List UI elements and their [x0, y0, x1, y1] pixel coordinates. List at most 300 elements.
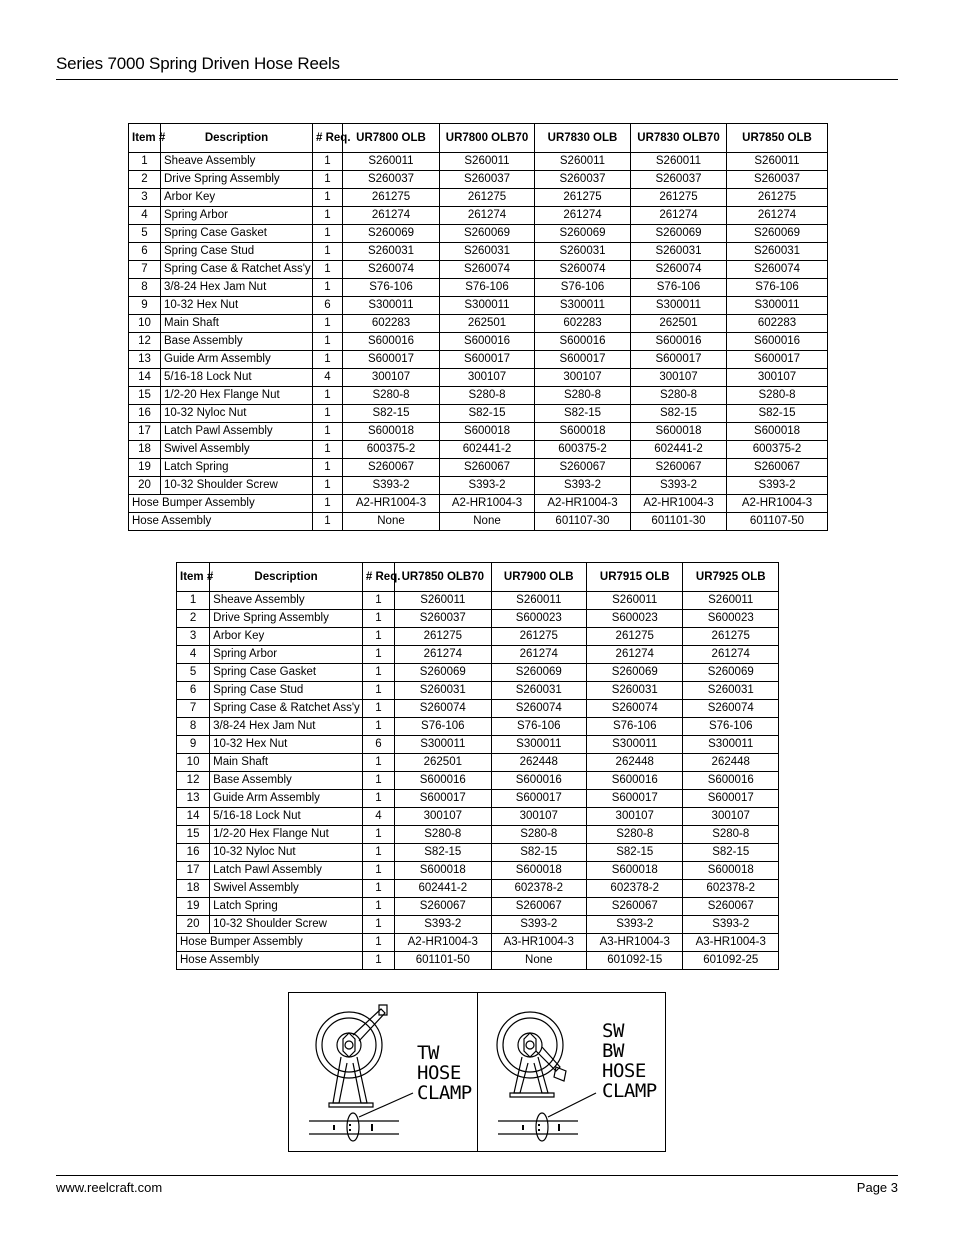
- part-number-cell: 602441-2: [631, 441, 727, 459]
- part-number-cell: S393-2: [587, 916, 683, 934]
- description-cell: Swivel Assembly: [210, 880, 363, 898]
- part-number-cell: S260011: [491, 592, 586, 610]
- quantity-cell: 1: [362, 682, 394, 700]
- part-number-cell: S260074: [440, 261, 535, 279]
- part-number-cell: S260031: [491, 682, 586, 700]
- item-number-cell: 3: [129, 189, 161, 207]
- part-number-cell: 262501: [395, 754, 491, 772]
- item-number-cell: 16: [129, 405, 161, 423]
- item-number-cell: 10: [129, 315, 161, 333]
- part-number-cell: S600017: [343, 351, 440, 369]
- model-header: UR7850 OLB70: [395, 563, 491, 592]
- item-number-cell: 19: [129, 459, 161, 477]
- description-cell: Spring Case & Ratchet Ass'y: [161, 261, 313, 279]
- part-number-cell: S260037: [727, 171, 828, 189]
- quantity-cell: 1: [313, 423, 343, 441]
- part-number-cell: 300107: [491, 808, 586, 826]
- item-number-cell: 4: [129, 207, 161, 225]
- item-number-cell: 16: [177, 844, 210, 862]
- quantity-cell: 1: [313, 459, 343, 477]
- part-number-cell: S600018: [727, 423, 828, 441]
- part-number-cell: 300107: [587, 808, 683, 826]
- part-number-cell: 601107-30: [535, 513, 631, 531]
- description-cell: 10-32 Shoulder Screw: [161, 477, 313, 495]
- model-header: UR7925 OLB: [683, 563, 779, 592]
- part-number-cell: S260067: [395, 898, 491, 916]
- quantity-cell: 1: [362, 646, 394, 664]
- part-number-cell: S260011: [727, 153, 828, 171]
- part-number-cell: None: [440, 513, 535, 531]
- model-header: UR7915 OLB: [587, 563, 683, 592]
- item-number-cell: 9: [177, 736, 210, 754]
- table-row: [129, 225, 828, 243]
- part-number-cell: S260037: [395, 610, 491, 628]
- part-number-cell: S260037: [343, 171, 440, 189]
- item-number-cell: 8: [129, 279, 161, 297]
- item-number-cell: 6: [177, 682, 210, 700]
- description-cell: Hose Assembly: [129, 513, 313, 531]
- quantity-cell: 1: [362, 898, 394, 916]
- part-number-cell: S300011: [440, 297, 535, 315]
- quantity-cell: 1: [313, 207, 343, 225]
- item-number-cell: 20: [177, 916, 210, 934]
- part-number-cell: 300107: [631, 369, 727, 387]
- part-number-cell: S600016: [395, 772, 491, 790]
- table-row: [129, 261, 828, 279]
- table-header-row: [177, 563, 779, 592]
- part-number-cell: S393-2: [631, 477, 727, 495]
- description-cell: 3/8-24 Hex Jam Nut: [210, 718, 363, 736]
- table-row: [129, 423, 828, 441]
- part-number-cell: S260069: [727, 225, 828, 243]
- part-number-cell: S600017: [587, 790, 683, 808]
- part-number-cell: S280-8: [343, 387, 440, 405]
- item-number-cell: 3: [177, 628, 210, 646]
- quantity-cell: 1: [313, 513, 343, 531]
- item-number-cell: 14: [177, 808, 210, 826]
- table-row: [129, 513, 828, 531]
- part-number-cell: S280-8: [631, 387, 727, 405]
- item-number-cell: 1: [177, 592, 210, 610]
- item-number-cell: 20: [129, 477, 161, 495]
- table-row: [177, 898, 779, 916]
- part-number-cell: S76-106: [343, 279, 440, 297]
- description-cell: Spring Arbor: [210, 646, 363, 664]
- quantity-cell: 1: [313, 153, 343, 171]
- table-row: [177, 718, 779, 736]
- item-number-cell: 4: [177, 646, 210, 664]
- tw-hose-clamp-panel: [289, 993, 477, 1151]
- part-number-cell: A2-HR1004-3: [535, 495, 631, 513]
- part-number-cell: S260067: [343, 459, 440, 477]
- table-row: [177, 664, 779, 682]
- part-number-cell: S82-15: [343, 405, 440, 423]
- item-number-cell: 1: [129, 153, 161, 171]
- quantity-cell: 1: [313, 351, 343, 369]
- part-number-cell: 300107: [727, 369, 828, 387]
- part-number-cell: S600016: [631, 333, 727, 351]
- parts-table-2: [176, 562, 779, 970]
- model-header: UR7800 OLB: [343, 124, 440, 153]
- part-number-cell: S600016: [727, 333, 828, 351]
- part-number-cell: S300011: [491, 736, 586, 754]
- table-row: [177, 592, 779, 610]
- part-number-cell: A2-HR1004-3: [395, 934, 491, 952]
- part-number-cell: 300107: [440, 369, 535, 387]
- part-number-cell: S600016: [587, 772, 683, 790]
- item-number-cell: 14: [129, 369, 161, 387]
- part-number-cell: 601101-50: [395, 952, 491, 970]
- table-row: [177, 826, 779, 844]
- description-cell: Spring Case Stud: [161, 243, 313, 261]
- part-number-cell: A2-HR1004-3: [631, 495, 727, 513]
- part-number-cell: S600016: [491, 772, 586, 790]
- part-number-cell: S600017: [440, 351, 535, 369]
- description-cell: Spring Case Stud: [210, 682, 363, 700]
- description-cell: Main Shaft: [161, 315, 313, 333]
- part-number-cell: S260067: [587, 898, 683, 916]
- description-header: Description: [161, 124, 313, 153]
- part-number-cell: S260074: [587, 700, 683, 718]
- part-number-cell: S393-2: [395, 916, 491, 934]
- quantity-cell: 1: [362, 700, 394, 718]
- quantity-cell: 1: [362, 754, 394, 772]
- table-row: [129, 189, 828, 207]
- table-row: [177, 754, 779, 772]
- part-number-cell: 602283: [343, 315, 440, 333]
- quantity-cell: 1: [362, 862, 394, 880]
- part-number-cell: 261274: [631, 207, 727, 225]
- quantity-cell: 1: [313, 495, 343, 513]
- table-row: [177, 916, 779, 934]
- quantity-cell: 1: [313, 243, 343, 261]
- part-number-cell: 261275: [587, 628, 683, 646]
- part-number-cell: 261275: [683, 628, 779, 646]
- table-row: [177, 772, 779, 790]
- part-number-cell: S600018: [395, 862, 491, 880]
- part-number-cell: 602441-2: [440, 441, 535, 459]
- model-header: UR7850 OLB: [727, 124, 828, 153]
- description-cell: Latch Spring: [210, 898, 363, 916]
- table-row: [177, 610, 779, 628]
- quantity-cell: 1: [313, 261, 343, 279]
- part-number-cell: S260069: [631, 225, 727, 243]
- description-header: Description: [210, 563, 363, 592]
- part-number-cell: S82-15: [535, 405, 631, 423]
- item-number-cell: 13: [177, 790, 210, 808]
- part-number-cell: S260011: [395, 592, 491, 610]
- part-number-cell: A3-HR1004-3: [491, 934, 586, 952]
- part-number-cell: 261275: [343, 189, 440, 207]
- item-number-cell: 2: [177, 610, 210, 628]
- part-number-cell: S76-106: [440, 279, 535, 297]
- part-number-cell: S260011: [535, 153, 631, 171]
- item-number-cell: 5: [129, 225, 161, 243]
- quantity-cell: 6: [362, 736, 394, 754]
- quantity-cell: 4: [313, 369, 343, 387]
- table-row: [177, 808, 779, 826]
- description-cell: Guide Arm Assembly: [161, 351, 313, 369]
- part-number-cell: None: [343, 513, 440, 531]
- description-cell: Latch Pawl Assembly: [210, 862, 363, 880]
- part-number-cell: A3-HR1004-3: [587, 934, 683, 952]
- table-row: [129, 495, 828, 513]
- quantity-cell: 1: [313, 315, 343, 333]
- table-row: [129, 171, 828, 189]
- description-cell: Latch Pawl Assembly: [161, 423, 313, 441]
- part-number-cell: S600017: [491, 790, 586, 808]
- req-header: # Req.: [313, 124, 343, 153]
- part-number-cell: 261274: [440, 207, 535, 225]
- part-number-cell: S260074: [343, 261, 440, 279]
- part-number-cell: S393-2: [727, 477, 828, 495]
- item-number-cell: 13: [129, 351, 161, 369]
- page-title: Series 7000 Spring Driven Hose Reels: [56, 54, 340, 73]
- description-cell: Spring Arbor: [161, 207, 313, 225]
- part-number-cell: S600017: [535, 351, 631, 369]
- model-header: UR7830 OLB: [535, 124, 631, 153]
- part-number-cell: 602378-2: [683, 880, 779, 898]
- quantity-cell: 1: [313, 189, 343, 207]
- part-number-cell: S393-2: [683, 916, 779, 934]
- part-number-cell: S76-106: [395, 718, 491, 736]
- part-number-cell: S300011: [631, 297, 727, 315]
- part-number-cell: S82-15: [491, 844, 586, 862]
- part-number-cell: S76-106: [491, 718, 586, 736]
- part-number-cell: S300011: [727, 297, 828, 315]
- part-number-cell: S280-8: [491, 826, 586, 844]
- description-cell: Spring Case Gasket: [210, 664, 363, 682]
- item-header: Item #: [177, 563, 210, 592]
- part-number-cell: 601101-30: [631, 513, 727, 531]
- part-number-cell: S260074: [395, 700, 491, 718]
- part-number-cell: S260037: [535, 171, 631, 189]
- item-number-cell: 17: [129, 423, 161, 441]
- part-number-cell: S280-8: [440, 387, 535, 405]
- part-number-cell: 300107: [683, 808, 779, 826]
- quantity-cell: 1: [362, 664, 394, 682]
- tw-hose-clamp-label: TW HOSE CLAMP: [417, 1042, 472, 1104]
- table-header-row: [129, 124, 828, 153]
- item-number-cell: 5: [177, 664, 210, 682]
- part-number-cell: S260069: [491, 664, 586, 682]
- table-row: [129, 351, 828, 369]
- description-cell: Drive Spring Assembly: [161, 171, 313, 189]
- hose-clamp-figure: [288, 992, 666, 1152]
- item-number-cell: 12: [177, 772, 210, 790]
- quantity-cell: 1: [313, 279, 343, 297]
- part-number-cell: A2-HR1004-3: [440, 495, 535, 513]
- part-number-cell: 600375-2: [535, 441, 631, 459]
- part-number-cell: S600016: [440, 333, 535, 351]
- part-number-cell: 262501: [631, 315, 727, 333]
- quantity-cell: 1: [313, 225, 343, 243]
- sw-bw-hose-clamp-label: SW BW HOSE CLAMP: [602, 1020, 657, 1102]
- part-number-cell: S260074: [727, 261, 828, 279]
- part-number-cell: A2-HR1004-3: [343, 495, 440, 513]
- part-number-cell: 261274: [395, 646, 491, 664]
- description-cell: 1/2-20 Hex Flange Nut: [161, 387, 313, 405]
- quantity-cell: 1: [362, 772, 394, 790]
- quantity-cell: 1: [313, 477, 343, 495]
- part-number-cell: S393-2: [440, 477, 535, 495]
- description-cell: Swivel Assembly: [161, 441, 313, 459]
- table-row: [129, 243, 828, 261]
- table-row: [129, 207, 828, 225]
- part-number-cell: S600023: [491, 610, 586, 628]
- quantity-cell: 1: [362, 880, 394, 898]
- part-number-cell: S260031: [587, 682, 683, 700]
- description-cell: 10-32 Nyloc Nut: [210, 844, 363, 862]
- part-number-cell: S600016: [683, 772, 779, 790]
- part-number-cell: S600023: [683, 610, 779, 628]
- part-number-cell: 300107: [395, 808, 491, 826]
- part-number-cell: A3-HR1004-3: [683, 934, 779, 952]
- table-row: [177, 700, 779, 718]
- part-number-cell: 601092-25: [683, 952, 779, 970]
- part-number-cell: S280-8: [727, 387, 828, 405]
- part-number-cell: S260031: [440, 243, 535, 261]
- part-number-cell: 262501: [440, 315, 535, 333]
- part-number-cell: 261274: [491, 646, 586, 664]
- part-number-cell: S600017: [395, 790, 491, 808]
- description-cell: Drive Spring Assembly: [210, 610, 363, 628]
- part-number-cell: S600017: [727, 351, 828, 369]
- item-number-cell: 19: [177, 898, 210, 916]
- part-number-cell: S260031: [343, 243, 440, 261]
- item-number-cell: 8: [177, 718, 210, 736]
- part-number-cell: S260074: [631, 261, 727, 279]
- part-number-cell: S260074: [535, 261, 631, 279]
- table-row: [129, 333, 828, 351]
- description-cell: Arbor Key: [210, 628, 363, 646]
- quantity-cell: 4: [362, 808, 394, 826]
- part-number-cell: S300011: [535, 297, 631, 315]
- req-header: # Req.: [362, 563, 394, 592]
- model-header: UR7830 OLB70: [631, 124, 727, 153]
- description-cell: 10-32 Hex Nut: [161, 297, 313, 315]
- part-number-cell: S393-2: [535, 477, 631, 495]
- item-number-cell: 18: [177, 880, 210, 898]
- table-row: [129, 387, 828, 405]
- part-number-cell: A2-HR1004-3: [727, 495, 828, 513]
- part-number-cell: S260067: [491, 898, 586, 916]
- quantity-cell: 1: [313, 441, 343, 459]
- part-number-cell: S260069: [587, 664, 683, 682]
- quantity-cell: 1: [313, 387, 343, 405]
- description-cell: Latch Spring: [161, 459, 313, 477]
- quantity-cell: 1: [362, 952, 394, 970]
- part-number-cell: 261274: [587, 646, 683, 664]
- item-number-cell: 9: [129, 297, 161, 315]
- parts-table-1: [128, 123, 828, 531]
- part-number-cell: 600375-2: [343, 441, 440, 459]
- table-row: [177, 844, 779, 862]
- table-row: [129, 297, 828, 315]
- model-header: UR7800 OLB70: [440, 124, 535, 153]
- page-number: Page 3: [856, 1180, 898, 1195]
- description-cell: Base Assembly: [210, 772, 363, 790]
- part-number-cell: 601107-50: [727, 513, 828, 531]
- table-row: [177, 862, 779, 880]
- description-cell: 10-32 Nyloc Nut: [161, 405, 313, 423]
- part-number-cell: S600018: [491, 862, 586, 880]
- description-cell: 5/16-18 Lock Nut: [161, 369, 313, 387]
- part-number-cell: 300107: [343, 369, 440, 387]
- part-number-cell: S260031: [727, 243, 828, 261]
- part-number-cell: S260037: [631, 171, 727, 189]
- part-number-cell: S600018: [683, 862, 779, 880]
- table-row: [177, 880, 779, 898]
- part-number-cell: 262448: [683, 754, 779, 772]
- part-number-cell: 261275: [535, 189, 631, 207]
- part-number-cell: S280-8: [587, 826, 683, 844]
- part-number-cell: S76-106: [631, 279, 727, 297]
- item-number-cell: 10: [177, 754, 210, 772]
- description-cell: 5/16-18 Lock Nut: [210, 808, 363, 826]
- description-cell: Hose Assembly: [177, 952, 363, 970]
- part-number-cell: 600375-2: [727, 441, 828, 459]
- part-number-cell: S260069: [343, 225, 440, 243]
- description-cell: Spring Case & Ratchet Ass'y: [210, 700, 363, 718]
- part-number-cell: S260031: [683, 682, 779, 700]
- part-number-cell: S76-106: [683, 718, 779, 736]
- part-number-cell: S600018: [343, 423, 440, 441]
- part-number-cell: S300011: [395, 736, 491, 754]
- table-row: [177, 682, 779, 700]
- part-number-cell: S600017: [683, 790, 779, 808]
- part-number-cell: S260011: [343, 153, 440, 171]
- table-row: [129, 405, 828, 423]
- description-cell: Sheave Assembly: [161, 153, 313, 171]
- part-number-cell: S280-8: [535, 387, 631, 405]
- table-row: [129, 153, 828, 171]
- item-number-cell: 6: [129, 243, 161, 261]
- quantity-cell: 1: [362, 610, 394, 628]
- part-number-cell: S393-2: [343, 477, 440, 495]
- item-header: Item #: [129, 124, 161, 153]
- part-number-cell: S260011: [631, 153, 727, 171]
- description-cell: Guide Arm Assembly: [210, 790, 363, 808]
- sw-bw-hose-clamp-panel: [478, 993, 666, 1151]
- part-number-cell: 602441-2: [395, 880, 491, 898]
- part-number-cell: S76-106: [535, 279, 631, 297]
- part-number-cell: S280-8: [395, 826, 491, 844]
- part-number-cell: S260069: [395, 664, 491, 682]
- table-row: [177, 628, 779, 646]
- part-number-cell: S260069: [440, 225, 535, 243]
- part-number-cell: S260031: [395, 682, 491, 700]
- table-row: [177, 952, 779, 970]
- part-number-cell: S600018: [535, 423, 631, 441]
- description-cell: 1/2-20 Hex Flange Nut: [210, 826, 363, 844]
- part-number-cell: 261274: [343, 207, 440, 225]
- table-row: [129, 369, 828, 387]
- quantity-cell: 1: [362, 934, 394, 952]
- item-number-cell: 7: [177, 700, 210, 718]
- part-number-cell: S600018: [631, 423, 727, 441]
- quantity-cell: 6: [313, 297, 343, 315]
- part-number-cell: 262448: [587, 754, 683, 772]
- part-number-cell: 261275: [395, 628, 491, 646]
- part-number-cell: 602283: [535, 315, 631, 333]
- part-number-cell: S260067: [535, 459, 631, 477]
- part-number-cell: 602283: [727, 315, 828, 333]
- table-row: [129, 279, 828, 297]
- quantity-cell: 1: [313, 171, 343, 189]
- part-number-cell: S600018: [440, 423, 535, 441]
- description-cell: 10-32 Shoulder Screw: [210, 916, 363, 934]
